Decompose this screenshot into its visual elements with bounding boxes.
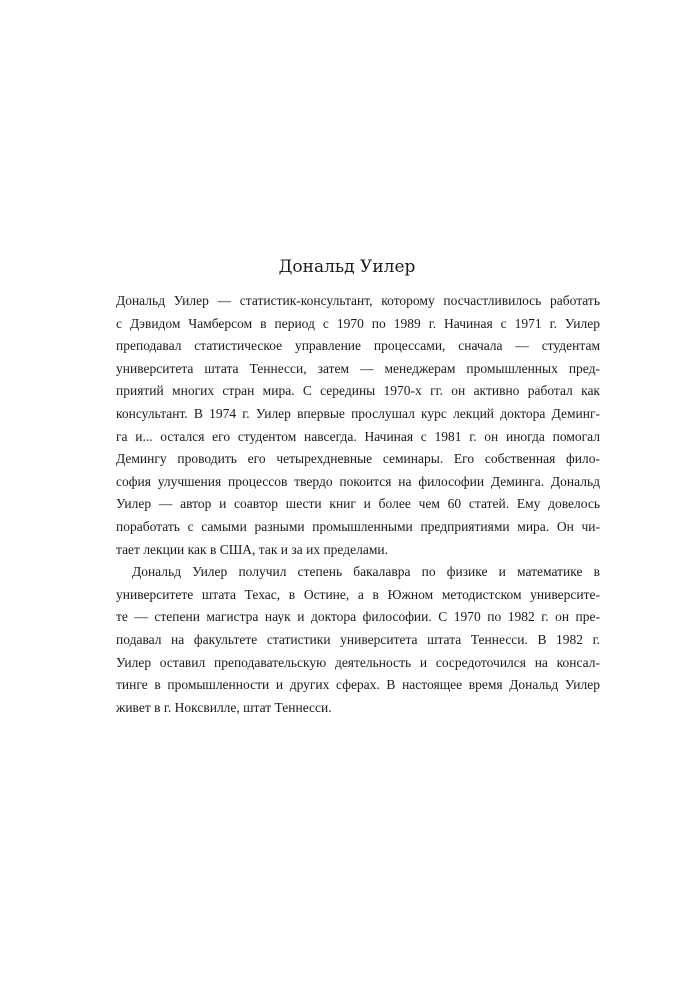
text-line: подавал на факультете статистики университета штата Теннесси. В 1982 г.: [116, 631, 600, 647]
text-line: тинге в промышленности и других сферах. В настоящее время Дональд Уилер: [116, 677, 600, 693]
text-line: поработать с самыми разными промышленными предприятиями мира. Он чи-: [116, 518, 600, 534]
paragraph: [116, 290, 600, 561]
text-line: Уилер оставил преподавательскую деятельность и сосредоточился на консал-: [116, 654, 600, 670]
text-line: живет в г. Ноксвилле, штат Теннесси.: [116, 699, 332, 715]
text-line: консультант. В 1974 г. Уилер впервые прослушал курс лекций доктора Деминг-: [116, 405, 600, 421]
text-line: софия улучшения процессов твердо покоится на философии Деминга. Дональд: [116, 473, 600, 489]
paragraph: [116, 561, 600, 719]
page-title: Дональд Уилер: [278, 257, 416, 277]
text-line: Дональд Уилер получил степень бакалавра по физике и математике в: [132, 564, 600, 580]
text-line: с Дэвидом Чамберсом в период с 1970 по 1989 г. Начиная с 1971 г. Уилер: [116, 315, 600, 331]
text-line: тает лекции как в США, так и за их пределами.: [116, 541, 388, 557]
text-line: Уилер — автор и соавтор шести книг и более чем 60 статей. Ему довелось: [116, 496, 600, 512]
text-line: преподавал статистическое управление процессами, сначала — студентам: [116, 338, 600, 354]
text-line: те — степени магистра наук и доктора философии. С 1970 по 1982 г. он пре-: [116, 609, 600, 625]
text-line: университета штата Теннесси, затем — менеджерам промышленных пред-: [116, 360, 600, 376]
text-line: га и... остался его студентом навсегда. Начиная с 1981 г. он иногда помогал: [116, 428, 600, 444]
text-line: Демингу проводить его четырехдневные семинары. Его собственная фило-: [116, 451, 600, 467]
biography-text: [116, 290, 600, 719]
text-line: университете штата Техас, в Остине, а в Южном методистском университе-: [116, 586, 600, 602]
text-line: приятий многих стран мира. С середины 1970-х гг. он активно работал как: [116, 383, 600, 399]
text-line: Дональд Уилер — статистик-консультант, которому посчастливилось работать: [116, 293, 600, 308]
